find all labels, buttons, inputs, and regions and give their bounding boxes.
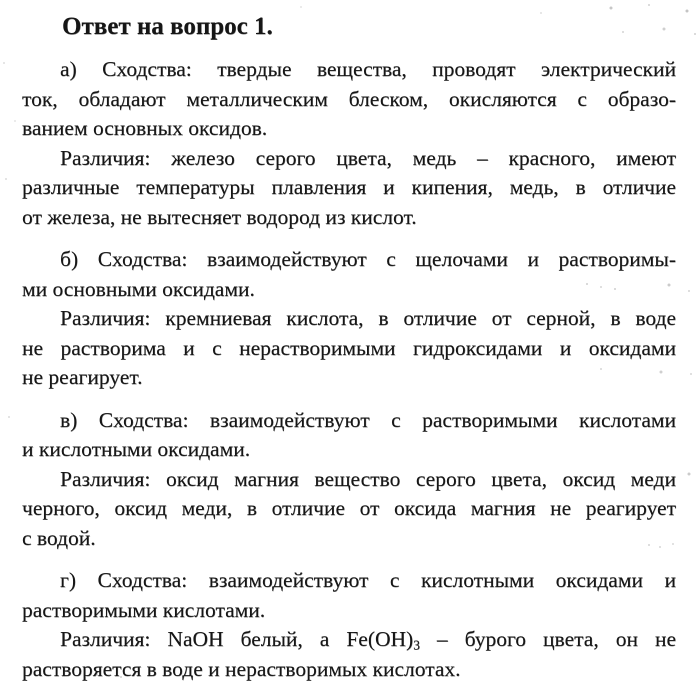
answer-g-similarities <box>22 566 676 625</box>
text-line: Различия: NaOH белый, а $Fe(OH)_3$ – бурого цвета, он не <box>60 627 677 653</box>
answer-v-differences <box>22 465 676 554</box>
text-line: ми основными оксидами. <box>22 276 255 301</box>
text-line: растворяется в воде и нерастворимых кислотах. <box>22 656 461 681</box>
answer-title: Ответ на вопрос 1. <box>62 13 273 40</box>
text-line: в) Сходства: взаимодействуют с растворимыми кислотами <box>60 407 676 432</box>
text-line: различные температуры плавления и кипения, медь, в отличие <box>22 175 676 199</box>
text-line: и кислотными оксидами. <box>22 437 251 461</box>
text-line: ток, обладают металлическим блеском, окисляются с образо- <box>22 86 676 111</box>
text-line: Различия: железо серого цвета, медь – красного, имеют <box>60 145 676 170</box>
answer-b-differences <box>22 304 676 393</box>
text-line: растворимыми кислотами. <box>22 597 266 622</box>
answer-b-similarities <box>22 245 676 304</box>
text-line: не реагирует. <box>22 365 143 389</box>
answer-a-differences <box>22 144 676 233</box>
scan-noise-specks <box>0 0 2 2</box>
text-line: б) Сходства: взаимодействуют с щелочами и растворимы- <box>60 247 676 271</box>
text-line: ванием основных оксидов. <box>22 116 268 140</box>
answer-v-similarities <box>22 406 676 465</box>
answer-g-differences <box>22 625 676 681</box>
text-line: г) Сходства: взаимодействуют с кислотными оксидами и <box>60 568 676 592</box>
text-line: с водой. <box>22 525 96 550</box>
text-line: Различия: кремниевая кислота, в отличие от серной, в воде <box>60 306 676 330</box>
text-line: Различия: оксид магния вещество серого цвета, оксид меди <box>60 466 676 491</box>
answer-a-similarities <box>22 55 676 144</box>
document-body <box>22 55 676 681</box>
text-line: от железа, не вытесняет водород из кислот. <box>22 204 417 229</box>
text-line: а) Сходства: твердые вещества, проводят электрический <box>60 57 676 81</box>
text-line: черного, оксид меди, в отличие от оксида магния не реагирует <box>22 496 676 520</box>
text-line: не растворима и с нерастворимыми гидроксидами и оксидами <box>22 335 676 360</box>
